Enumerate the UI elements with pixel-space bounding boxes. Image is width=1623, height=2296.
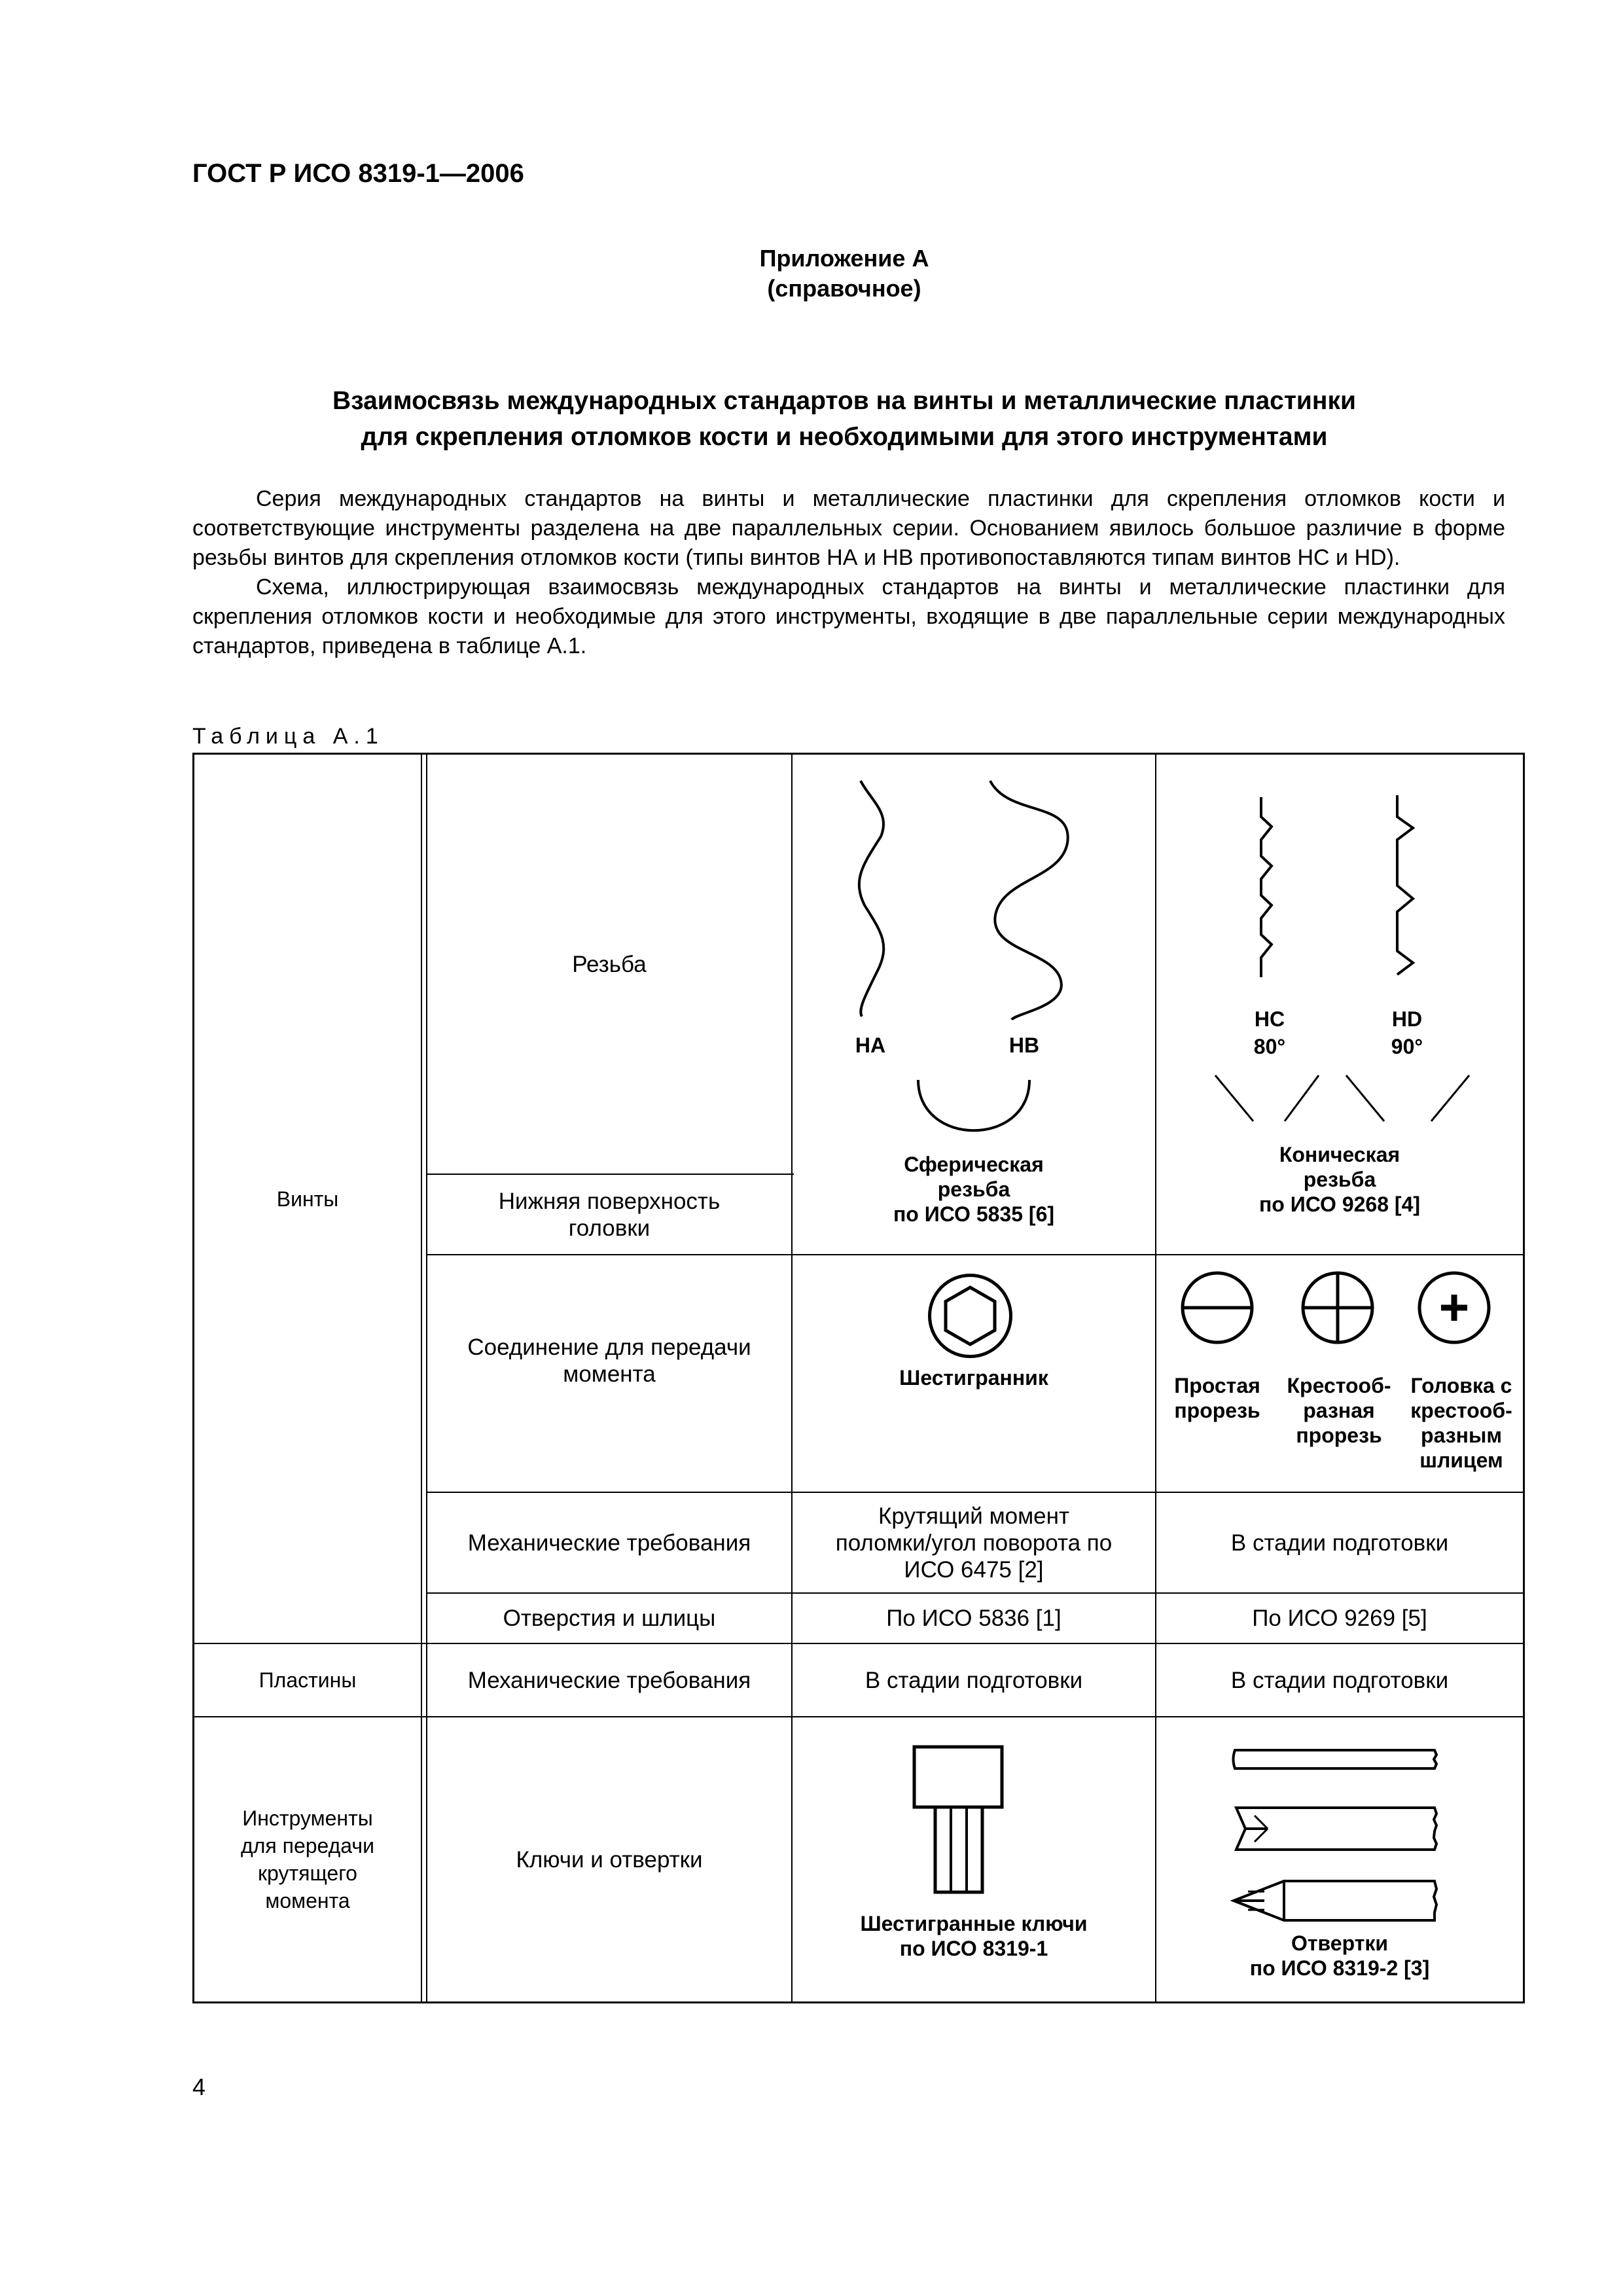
screwdrivers-figure xyxy=(1156,1717,1523,1933)
simple-slot-icon xyxy=(1183,1273,1252,1342)
cross-recess-label: Головка с крестооб- разным шлицем xyxy=(1410,1374,1512,1472)
mechanical-col1-value: Крутящий момент поломки/угол поворота по ИСО 6475 [2] xyxy=(835,1503,1113,1583)
paragraph-1: Серия международных стандартов на винты и металлические пластинки для скрепления отломков кости и соответствующие инструменты разделена на две параллельных серии. Основанием явилось большое различие в форме резьбы винтов для скрепления отломков кости (типы винтов НА и НВ противопоставляются типам винтов НС и HD). xyxy=(192,486,1505,570)
thread-hc-angle: 80° xyxy=(1253,1035,1286,1058)
thread-profile-ha-hb-figure xyxy=(793,755,1155,1174)
thread-ha-label: НА xyxy=(855,1033,886,1057)
row-label-holes-slots: Отверстия и шлицы xyxy=(503,1605,716,1631)
mechanical-col2-value: В стадии подготовки xyxy=(1230,1530,1449,1556)
annex-type: (справочное) xyxy=(767,275,921,302)
thread-hb-label: НВ xyxy=(1008,1033,1040,1057)
row-label-plates-mechanical: Механические требования xyxy=(467,1667,751,1693)
annex-title: Приложение А xyxy=(759,245,929,272)
plates-col1-value: В стадии подготовки xyxy=(865,1667,1083,1693)
screwdrivers-label: Отвертки по ИСО 8319-2 [3] xyxy=(1249,1931,1430,1980)
hexagon-keys-label: Шестигранные ключи по ИСО 8319-1 xyxy=(860,1912,1088,1960)
group-plates: Пластины xyxy=(259,1668,357,1692)
simple-slot-label: Простая прорезь xyxy=(1174,1374,1260,1422)
section-title-line-2: для скрепления отломков кости и необходимыми для этого инструментами xyxy=(361,423,1328,451)
cross-slot-icon xyxy=(1303,1273,1372,1342)
thread-profile-hc-hd-figure xyxy=(1156,755,1523,1174)
thread-hd-label: HD xyxy=(1391,1007,1423,1031)
table-caption: Таблица А.1 xyxy=(192,724,384,749)
row-label-keys-screwdrivers: Ключи и отвертки xyxy=(516,1846,703,1873)
hexagon-key-icon xyxy=(793,1717,1155,1901)
section-title-line-1: Взаимосвязь международных стандартов на винты и металлические пластинки xyxy=(332,387,1356,415)
cross-recess-icon xyxy=(1419,1273,1489,1342)
document-header: ГОСТ Р ИСО 8319-1—2006 xyxy=(192,159,524,188)
row-label-head-underside: Нижняя поверхность головки xyxy=(498,1188,721,1241)
row-label-mechanical: Механические требования xyxy=(467,1530,751,1556)
plates-col2-value: В стадии подготовки xyxy=(1230,1667,1449,1693)
section-title xyxy=(164,383,1525,455)
annex-heading xyxy=(0,243,1623,304)
page-number: 4 xyxy=(192,2073,206,2100)
group-screws: Винты xyxy=(276,1187,339,1211)
group-tools: Инструменты для передачи крутящего момента xyxy=(241,1806,374,1912)
holes-col2-value: По ИСО 9269 [5] xyxy=(1252,1605,1427,1631)
row-label-thread: Резьба xyxy=(572,951,647,977)
body-text xyxy=(192,484,1505,661)
paragraph-2: Схема, иллюстрирующая взаимосвязь международных стандартов на винты и металлические пластинки для скрепления отломков кости и необходимые для этого инструменты, входящие в две параллельные серии международных стандартов, приведена в таблице А.1. xyxy=(192,575,1505,658)
flat-screwdriver-icon xyxy=(1234,1750,1437,1768)
hexagon-socket-icon xyxy=(926,1272,1014,1360)
holes-col1-value: По ИСО 5836 [1] xyxy=(886,1605,1061,1631)
recess-screwdriver-icon xyxy=(1234,1881,1436,1920)
hexagon-label: Шестигранник xyxy=(899,1366,1048,1390)
slot-types-figure xyxy=(1156,1255,1523,1347)
cross-slot-label: Крестооб- разная прорезь xyxy=(1287,1374,1391,1447)
thread-hd-angle: 90° xyxy=(1391,1035,1423,1058)
conical-thread-label: Коническая резьба по ИСО 9268 [4] xyxy=(1258,1143,1421,1216)
cross-screwdriver-icon xyxy=(1236,1808,1436,1850)
thread-hc-label: НС xyxy=(1254,1007,1285,1031)
spherical-thread-label: Сферическая резьба по ИСО 5835 [6] xyxy=(893,1153,1055,1226)
row-label-torque-connection: Соединение для передачи момента xyxy=(467,1334,751,1387)
